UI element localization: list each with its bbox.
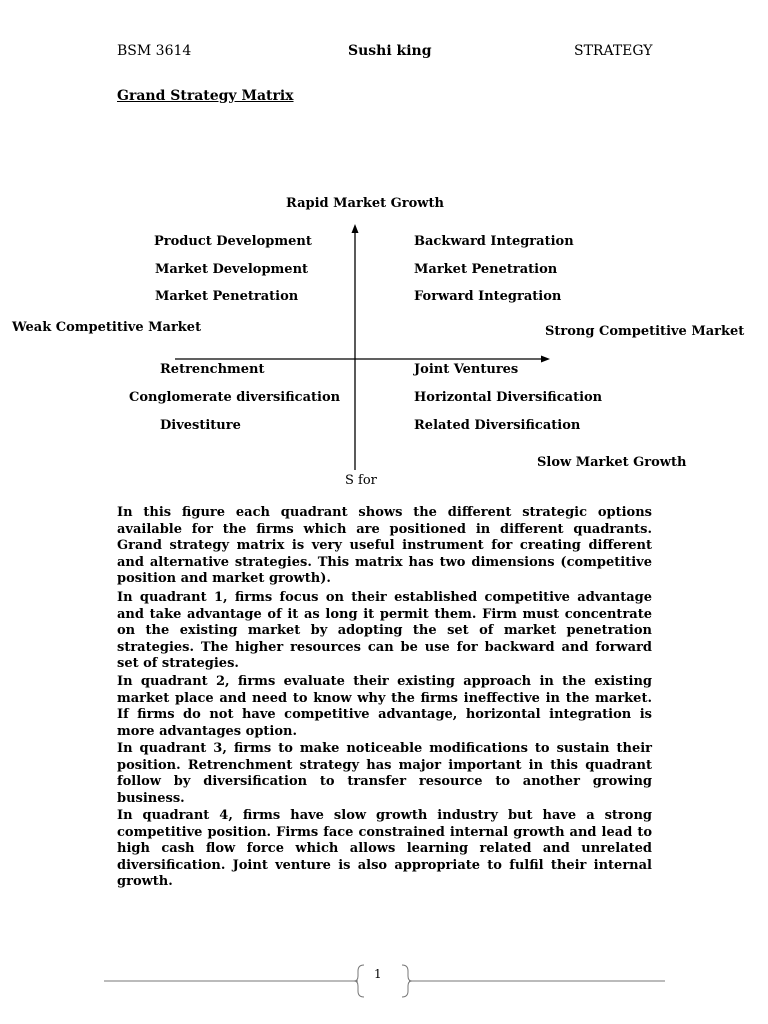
quadrant-bottom-left-item: Retrenchment	[160, 362, 265, 377]
quadrant-top-left-item: Market Penetration	[155, 289, 299, 304]
axis-bottom-text: S for	[345, 473, 377, 488]
vertical-axis-arrowhead	[352, 224, 359, 233]
page-number: 1	[374, 967, 382, 981]
paragraph-quadrant-1: In quadrant 1, firms focus on their established competitive advantage and take advantage of it as long it permit them. Firm must concentrate on the existing market by adopting the set of market penetration strategies. The higher resources can be use for backward and forward set of strategies.	[117, 590, 652, 672]
footer-left-brace	[354, 965, 364, 997]
axis-label-strong-competitive: Strong Competitive Market	[545, 324, 745, 339]
quadrant-top-right-item: Forward Integration	[414, 289, 562, 304]
quadrant-bottom-left-item: Conglomerate diversification	[129, 390, 341, 405]
horizontal-axis-arrowhead	[541, 356, 550, 363]
quadrant-bottom-right-item: Related Diversification	[414, 418, 581, 433]
header-company-name: Sushi king	[348, 43, 432, 59]
header-topic: STRATEGY	[574, 43, 653, 59]
paragraph-quadrant-2: In quadrant 2, firms evaluate their existing approach in the existing market place and need to know why the firms ineffective in the market. If firms do not have competitive advantage, horizontal integration is more advantages option.	[117, 674, 652, 739]
paragraph-quadrant-4: In quadrant 4, firms have slow growth industry but have a strong competitive position. Firms face constrained internal growth and lead to high cash flow force which allows learning related and unrelated diversification. Joint venture is also appropriate to fulfil their internal growth.	[117, 808, 652, 890]
quadrant-top-right-item: Backward Integration	[414, 234, 574, 249]
axis-label-slow-growth: Slow Market Growth	[537, 455, 687, 470]
paragraph-quadrant-3: In quadrant 3, firms to make noticeable modifications to sustain their position. Retrenchment strategy has major important in this quadrant follow by diversification to transfer resource to another growing business.	[117, 741, 652, 806]
paragraph-intro: In this figure each quadrant shows the different strategic options available for the firms which are positioned in different quadrants. Grand strategy matrix is very useful instrument for creating different and alternative strategies. This matrix has two dimensions (competitive position and market growth).	[117, 505, 652, 587]
axis-label-rapid-growth: Rapid Market Growth	[286, 196, 444, 211]
quadrant-top-right-item: Market Penetration	[414, 262, 558, 277]
quadrant-top-left-item: Product Development	[154, 234, 312, 249]
quadrant-bottom-left-item: Divestiture	[160, 418, 241, 433]
header-course-code: BSM 3614	[117, 43, 192, 59]
quadrant-bottom-right-item: Joint Ventures	[414, 362, 519, 377]
footer-right-brace	[402, 965, 412, 997]
document-title: Grand Strategy Matrix	[117, 88, 294, 104]
quadrant-bottom-right-item: Horizontal Diversification	[414, 390, 603, 405]
axis-label-weak-competitive: Weak Competitive Market	[12, 320, 202, 335]
quadrant-top-left-item: Market Development	[155, 262, 309, 277]
